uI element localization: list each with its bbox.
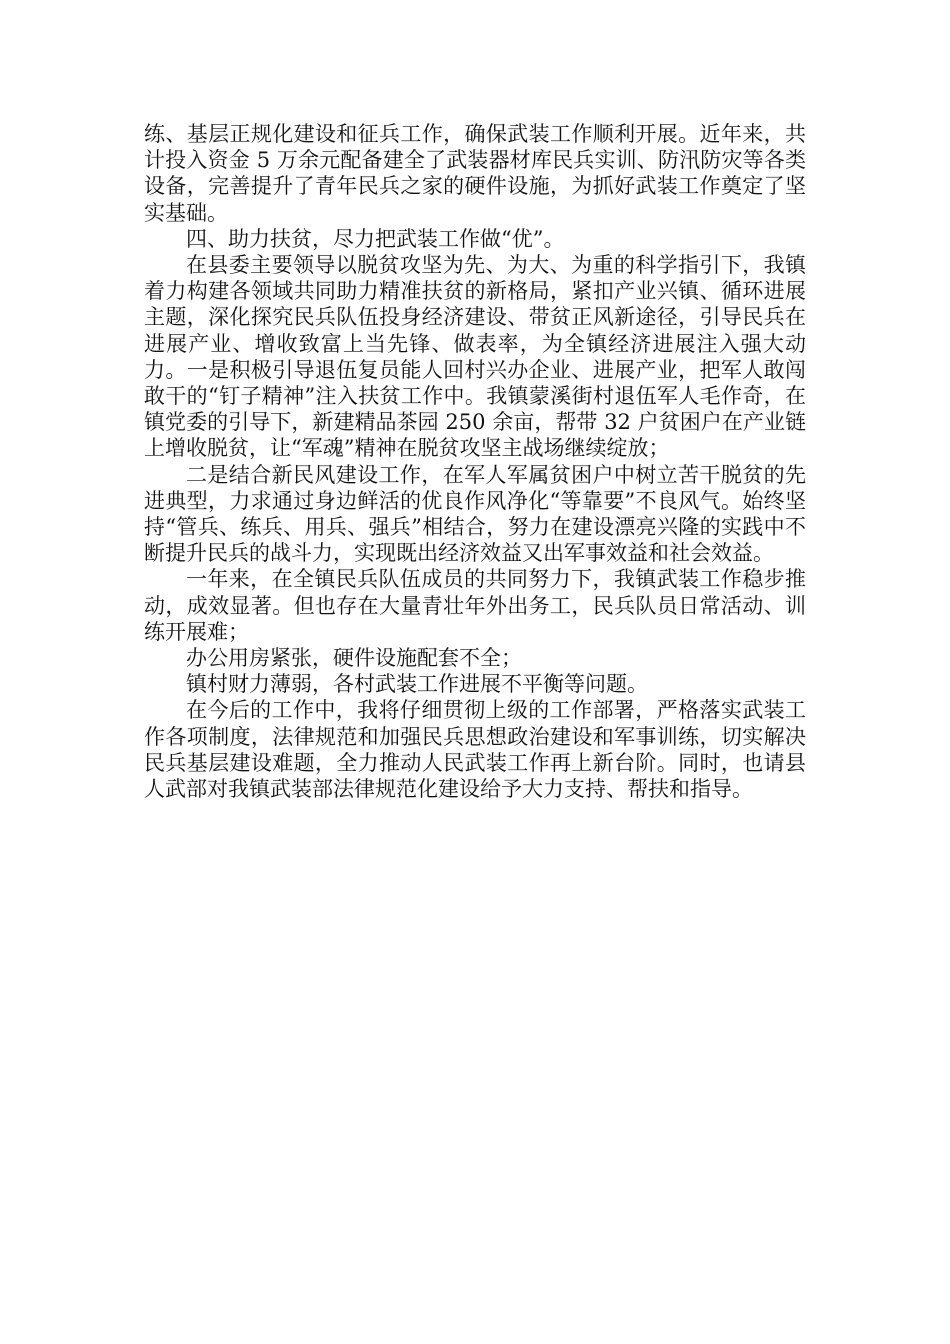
paragraph-8: 在今后的工作中，我将仔细贯彻上级的工作部署，严格落实武装工作各项制度，法律规范和加强民兵思想政治建设和军事训练，切实解决民兵基层建设难题，全力推动人民武装工作再上新台阶。同时，也请县人武部对我镇武装部法律规范化建设给予大力支持、帮扶和指导。	[144, 698, 806, 802]
document-body	[144, 121, 806, 802]
paragraph-4: 二是结合新民风建设工作，在军人军属贫困户中树立苦干脱贫的先进典型，力求通过身边鲜活的优良作风净化“等靠要”不良风气。始终坚持“管兵、练兵、用兵、强兵”相结合，努力在建设漂亮兴隆的实践中不断提升民兵的战斗力，实现既出经济效益又出军事效益和社会效益。	[144, 462, 806, 566]
paragraph-3: 在县委主要领导以脱贫攻坚为先、为大、为重的科学指引下，我镇着力构建各领域共同助力精准扶贫的新格局，紧扣产业兴镇、循环进展主题，深化探究民兵队伍投身经济建设、带贫正风新途径，引导民兵在进展产业、增收致富上当先锋、做表率，为全镇经济进展注入强大动力。一是积极引导退伍复员能人回村兴办企业、进展产业，把军人敢闯敢干的“钉子精神”注入扶贫工作中。我镇蒙溪街村退伍军人毛作奇，在镇党委的引导下，新建精品茶园 250 余亩，帮带 32 户贫困户在产业链上增收脱贫，让“军魂”精神在脱贫攻坚主战场继续绽放；	[144, 253, 806, 461]
paragraph-5: 一年来，在全镇民兵队伍成员的共同努力下，我镇武装工作稳步推动，成效显著。但也存在大量青壮年外出务工，民兵队员日常活动、训练开展难；	[144, 567, 806, 644]
paragraph-6: 办公用房紧张，硬件设施配套不全；	[186, 646, 522, 671]
paragraph-1: 练、基层正规化建设和征兵工作，确保武装工作顺利开展。近年来，共计投入资金 5 万余元配备建全了武装器材库民兵实训、防汛防灾等各类设备，完善提升了青年民兵之家的硬件设施，为抓好武装工作奠定了坚实基础。	[144, 122, 806, 225]
paragraph-7: 镇村财力薄弱，各村武装工作进展不平衡等问题。	[186, 672, 648, 697]
paragraph-2: 四、助力扶贫，尽力把武装工作做“优”。	[186, 226, 565, 251]
